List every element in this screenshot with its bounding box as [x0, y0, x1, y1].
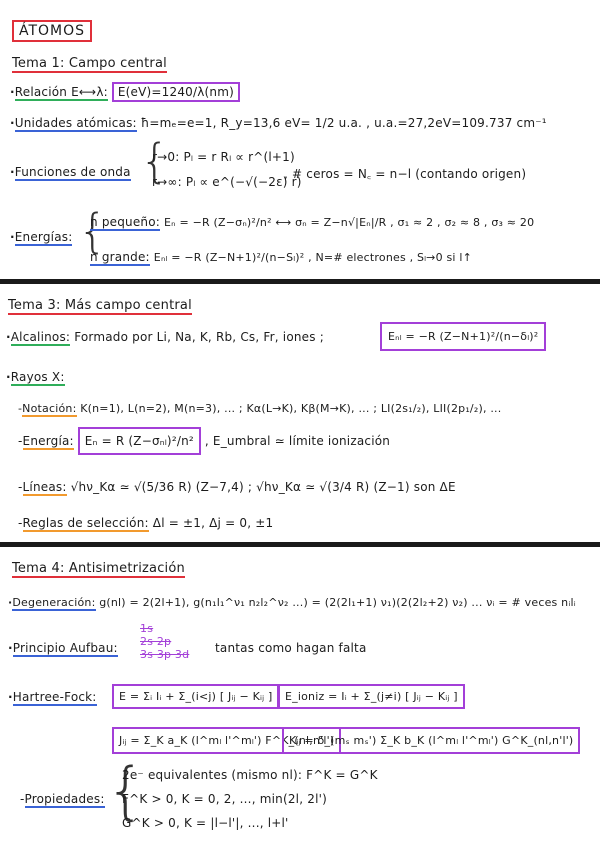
reglas-text: Δl = ±1, Δj = 0, ±1	[152, 516, 274, 530]
energias-gra-label: n grande:	[90, 250, 150, 264]
aufbau-row-2: 2s 2p	[140, 635, 172, 648]
lineas-row: -Líneas: √hν_Kα ≃ √(5/36 R) (Z−7,4) ; √hν_Kα ≃ √(3/4 R) (Z−1) son ΔE	[18, 480, 456, 494]
propiedades-3: G^K > 0, K = |l−l'|, ..., l+l'	[122, 816, 289, 830]
aufbau-row-1: 1s	[140, 622, 154, 635]
energia-label: Energía:	[22, 434, 74, 448]
alcalinos-row: ·Alcalinos: Formado por Li, Na, K, Rb, Cs, Fr, iones ;	[6, 330, 324, 344]
aufbau-diagram	[140, 622, 189, 661]
energias-peq-label: n pequeño:	[90, 215, 161, 229]
energias-peq-formula: Eₙ = −R (Z−σₙ)²/n² ⟷ σₙ = Z−n√|Eₙ|/R , σ₁ ≈ 2 , σ₂ ≈ 8 , σ₃ ≈ 20	[164, 216, 535, 229]
page-title: ÁTOMOS	[12, 20, 92, 42]
propiedades-label: Propiedades:	[24, 792, 105, 806]
tema3-title: Tema 3: Más campo central	[8, 298, 192, 313]
funciones-label: Funciones de onda	[14, 165, 131, 179]
funciones-row: ·Funciones de onda	[10, 165, 131, 179]
hf-ionization-box: E_ioniz = Iᵢ + Σ_(j≠i) [ Jᵢⱼ − Kᵢⱼ ]	[278, 684, 465, 709]
funciones-note: , # ceros = N꜀ = n−l (contando origen)	[284, 167, 527, 181]
relacion-formula-box: E(eV)=1240/λ(nm)	[112, 82, 240, 102]
energias-gra	[90, 250, 472, 264]
hf-label: Hartree-Fock:	[12, 690, 97, 704]
energia-row: -Energía: Eₙ = R (Z−σₙₗ)²/n² , E_umbral ≃ límite ionización	[18, 434, 390, 448]
aufbau-text: tantas como hagan falta	[215, 641, 367, 655]
degeneracion-text: g(nl) = 2(2l+1), g(n₁l₁^ν₁ n₂l₂^ν₂ ...) = (2(2l₁+1) ν₁)(2(2l₂+2) ν₂) ... νᵢ = # veces nᵢlᵢ	[99, 596, 576, 609]
energia-formula-box: Eₙ = R (Z−σₙₗ)²/n²	[78, 427, 201, 455]
funciones-brace: {	[140, 134, 170, 188]
propiedades-2: F^K > 0, K = 0, 2, ..., min(2l, 2l')	[122, 792, 327, 806]
energias-brace: {	[78, 204, 108, 258]
tema4-title: Tema 4: Antisimetrización	[12, 561, 185, 576]
degeneracion-row: ·Degeneración: g(nl) = 2(2l+1), g(n₁l₁^ν₁ n₂l₂^ν₂ ...) = (2(2l₁+1) ν₁)(2(2l₂+2) ν₂) ... νᵢ = # veces nᵢlᵢ	[8, 596, 576, 609]
hf-energy-box: E = Σᵢ Iᵢ + Σ_(i<j) [ Jᵢⱼ − Kᵢⱼ ]	[112, 684, 279, 709]
energias-label: Energías:	[14, 230, 73, 244]
notacion-label: Notación:	[22, 402, 77, 415]
funciones-r0: r→0: Pₗ = r Rₗ ∝ r^(l+1)	[152, 150, 295, 164]
notacion-row: -Notación: K(n=1), L(n=2), M(n=3), ... ; Kα(L→K), Kβ(M→K), ... ; LI(2s₁/₂), LII(2p₁/₂), ...	[18, 402, 502, 415]
unidades-label: Unidades atómicas:	[14, 116, 137, 130]
alcalinos-label: Alcalinos:	[10, 330, 71, 344]
propiedades-brace: {	[106, 754, 146, 827]
propiedades-1: 2e⁻ equivalentes (mismo nl): F^K = G^K	[122, 768, 378, 782]
alcalinos-text: Formado por Li, Na, K, Rb, Cs, Fr, iones ;	[74, 330, 324, 344]
notacion-text: K(n=1), L(n=2), M(n=3), ... ; Kα(L→K), Kβ(M→K), ... ; LI(2s₁/₂), LII(2p₁/₂), ...	[80, 402, 502, 415]
lineas-text: √hν_Kα ≃ √(5/36 R) (Z−7,4) ; √hν_Kα ≃ √(3/4 R) (Z−1) son ΔE	[70, 480, 456, 494]
hf-k-box: Kᵢⱼ = δ_(mₛ mₛ') Σ_K b_K (l^mₗ l'^mₗ') G^K_(nl,n'l')	[282, 727, 580, 754]
aufbau-label: Principio Aufbau:	[12, 641, 118, 655]
unidades-row: ·Unidades atómicas: ħ=mₑ=e=1, R_y=13,6 eV= 1/2 u.a. , u.a.=27,2eV=109.737 cm⁻¹	[10, 116, 547, 130]
reglas-label: Reglas de selección:	[22, 516, 149, 530]
relacion-label: Relación E⟷λ:	[14, 85, 108, 99]
lineas-label: Líneas:	[22, 480, 67, 494]
relacion-row: ·Relación E⟷λ: E(eV)=1240/λ(nm)	[10, 85, 240, 99]
hf-j-box: Jᵢⱼ = Σ_K a_K (l^mₗ l'^mₗ') F^K_(nl,n'l')	[112, 727, 341, 754]
propiedades-row: -Propiedades:	[20, 792, 105, 806]
energias-gra-formula: Eₙₗ = −R (Z−N+1)²/(n−Sₗ)² , N=# electrones , Sₗ→0 si l↑	[153, 251, 473, 264]
degeneracion-label: Degeneración:	[12, 596, 96, 609]
energias-row: ·Energías:	[10, 230, 73, 244]
reglas-row: -Reglas de selección: Δl = ±1, Δj = 0, ±1	[18, 516, 274, 530]
aufbau-row-3: 3s 3p 3d	[140, 648, 190, 661]
alcalinos-formula-box: Eₙₗ = −R (Z−N+1)²/(n−δₗ)²	[380, 322, 546, 351]
funciones-rinf: r→∞: Pₗ ∝ e^(−√(−2ε) r)	[152, 175, 302, 189]
tema1-title: Tema 1: Campo central	[12, 56, 167, 71]
energias-peq	[90, 215, 534, 229]
rayos-row: ·Rayos X:	[6, 370, 65, 384]
hf-row: ·Hartree-Fock:	[8, 690, 97, 704]
unidades-text: ħ=mₑ=e=1, R_y=13,6 eV= 1/2 u.a. , u.a.=27,2eV=109.737 cm⁻¹	[140, 116, 547, 130]
section-divider-2	[0, 542, 600, 547]
aufbau-row: ·Principio Aufbau:	[8, 641, 118, 655]
section-divider-1	[0, 279, 600, 284]
rayos-label: Rayos X:	[10, 370, 65, 384]
energia-text: , E_umbral ≃ límite ionización	[204, 434, 391, 448]
